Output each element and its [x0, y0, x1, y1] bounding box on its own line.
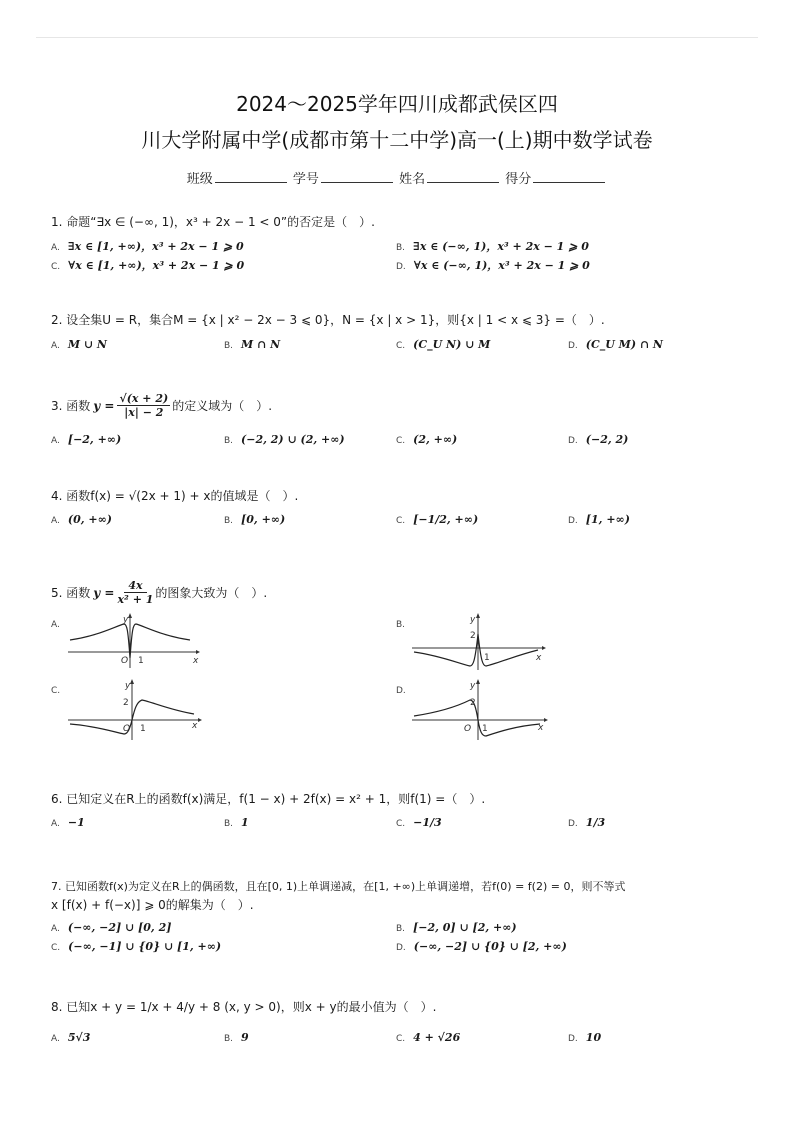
- question-1-option-d[interactable]: D. ∀x ∈ (−∞, 1)，x³ + 2x − 1 ⩾ 0: [396, 259, 590, 272]
- question-6-option-d[interactable]: D. 1/3: [568, 816, 606, 829]
- y-axis-arrow: [476, 613, 480, 618]
- svg-text:y: y: [123, 615, 129, 625]
- svg-text:1: 1: [482, 724, 488, 734]
- question-8-option-a[interactable]: A. 5√3: [51, 1031, 91, 1044]
- question-4-option-b[interactable]: B. [0, +∞): [224, 513, 286, 526]
- question-2-option-a[interactable]: A. M ∪ N: [51, 338, 107, 351]
- question-4-option-c[interactable]: C. [−1/2, +∞): [396, 513, 479, 526]
- question-1-stem: 1. 命题“∃x ∈ (−∞, 1)，x³ + 2x − 1 < 0”的否定是（ ）.: [51, 215, 375, 229]
- top-rule: [36, 37, 758, 38]
- question-7-option-c[interactable]: C. (−∞, −1] ∪ {0} ∪ [1, +∞): [51, 940, 222, 953]
- question-8-option-d[interactable]: D. 10: [568, 1031, 602, 1044]
- question-3-option-b[interactable]: B. (−2, 2) ∪ (2, +∞): [224, 433, 345, 446]
- question-7-option-b[interactable]: B. [−2, 0] ∪ [2, +∞): [396, 921, 517, 934]
- question-3-option-c[interactable]: C. (2, +∞): [396, 433, 458, 446]
- svg-text:O: O: [121, 656, 129, 666]
- question-1-option-b[interactable]: B. ∃x ∈ (−∞, 1)，x³ + 2x − 1 ⩾ 0: [396, 240, 589, 253]
- question-7-stem: 7. 已知函数f(x)为定义在R上的偶函数，且在[0, 1)上单调递减，在[1, +∞)上单调递增，若f(0) = f(2) = 0，则不等式: [51, 880, 626, 893]
- svg-text:2: 2: [470, 698, 476, 708]
- question-7-option-a[interactable]: A. (−∞, −2] ∪ [0, 2]: [51, 921, 172, 934]
- x-axis-arrow: [196, 650, 200, 654]
- question-3-option-d[interactable]: D. (−2, 2): [568, 433, 629, 446]
- question-5-option-a-key[interactable]: A.: [51, 620, 60, 630]
- exam-title-line2: 川大学附属中学(成都市第十二中学)高一(上)期中数学试卷: [141, 128, 653, 152]
- question-5-stem: 5. 函数 y = $\frac{4x}{\text{x² + 1}}$ 的图象大致为（ ）.: [51, 579, 268, 606]
- x-axis-arrow: [544, 718, 548, 722]
- svg-text:O: O: [123, 724, 131, 734]
- name-blank[interactable]: [427, 170, 499, 183]
- svg-text:y: y: [470, 681, 476, 691]
- question-3-stem: 3. 函数 y = $\frac{√(x + 2)}{|x| - 2}$ 的定义域为（ ）.: [51, 392, 273, 419]
- question-7-option-d[interactable]: D. (−∞, −2] ∪ {0} ∪ [2, +∞): [396, 940, 567, 953]
- question-8-option-b[interactable]: B. 9: [224, 1031, 249, 1044]
- question-5-graph-b[interactable]: [412, 612, 546, 672]
- svg-text:O: O: [464, 724, 472, 734]
- question-4-option-a[interactable]: A. (0, +∞): [51, 513, 112, 526]
- question-7-stem-line2: x [f(x) + f(−x)] ⩾ 0的解集为（ ）.: [51, 898, 254, 912]
- question-2-option-c[interactable]: C. (C_U N) ∪ M: [396, 338, 491, 351]
- svg-text:1: 1: [138, 656, 144, 666]
- exam-title-line1: 2024～2025学年四川成都武侯区四: [236, 92, 558, 116]
- svg-text:x: x: [192, 721, 198, 731]
- class-blank[interactable]: [215, 170, 287, 183]
- question-6-option-b[interactable]: B. 1: [224, 816, 249, 829]
- svg-text:y: y: [470, 615, 476, 625]
- question-5-option-c-key[interactable]: C.: [51, 686, 61, 696]
- svg-text:1: 1: [140, 724, 146, 734]
- question-5-graph-a[interactable]: [68, 612, 200, 668]
- question-2-option-d[interactable]: D. (C_U M) ∩ N: [568, 338, 663, 351]
- svg-text:2: 2: [470, 631, 476, 641]
- question-4-option-d[interactable]: D. [1, +∞): [568, 513, 630, 526]
- question-3-option-a[interactable]: A. [−2, +∞): [51, 433, 122, 446]
- svg-text:y: y: [125, 681, 131, 691]
- svg-text:1: 1: [484, 653, 490, 663]
- question-6-option-c[interactable]: C. −1/3: [396, 816, 442, 829]
- y-axis-arrow: [130, 679, 134, 684]
- question-5-graph-d[interactable]: [412, 678, 548, 742]
- curve: [414, 634, 538, 666]
- question-1-option-c[interactable]: C. ∀x ∈ [1, +∞)，x³ + 2x − 1 ⩾ 0: [51, 259, 245, 272]
- question-5-graph-c[interactable]: [68, 678, 202, 742]
- question-4-stem: 4. 函数f(x) = √(2x + 1) + x的值域是（ ）.: [51, 489, 299, 503]
- x-axis-arrow: [198, 718, 202, 722]
- x-axis-arrow: [542, 646, 546, 650]
- svg-text:x: x: [536, 653, 542, 663]
- question-8-option-c[interactable]: C. 4 + √26: [396, 1031, 461, 1044]
- student-info-line: [0, 168, 794, 187]
- curve: [414, 700, 540, 736]
- score-label: 得分: [505, 172, 532, 187]
- student-id-label: 学号: [292, 172, 319, 187]
- question-5-option-b-key[interactable]: B.: [396, 620, 406, 630]
- student-id-blank[interactable]: [321, 170, 393, 183]
- y-axis-arrow: [476, 679, 480, 684]
- svg-text:x: x: [538, 723, 544, 733]
- question-1-option-a[interactable]: A. ∃x ∈ [1, +∞)，x³ + 2x − 1 ⩾ 0: [51, 240, 244, 253]
- question-2-option-b[interactable]: B. M ∩ N: [224, 338, 281, 351]
- svg-text:2: 2: [123, 698, 129, 708]
- question-5-option-d-key[interactable]: D.: [396, 686, 406, 696]
- question-2-stem: 2. 设全集U = R，集合M = {x | x² − 2x − 3 ⩽ 0}，N = {x | x > 1}，则{x | 1 < x ⩽ 3} =（ ）.: [51, 313, 605, 327]
- svg-text:x: x: [193, 656, 199, 666]
- question-6-stem: 6. 已知定义在R上的函数f(x)满足，f(1 − x) + 2f(x) = x² + 1，则f(1) =（ ）.: [51, 792, 486, 806]
- question-8-stem: 8. 已知x + y = 1/x + 4/y + 8 (x, y > 0)，则x + y的最小值为（ ）.: [51, 1000, 437, 1014]
- class-label: 班级: [186, 172, 213, 187]
- score-blank[interactable]: [533, 170, 605, 183]
- y-axis-arrow: [128, 613, 132, 618]
- question-6-option-a[interactable]: A. −1: [51, 816, 85, 829]
- name-label: 姓名: [399, 172, 426, 187]
